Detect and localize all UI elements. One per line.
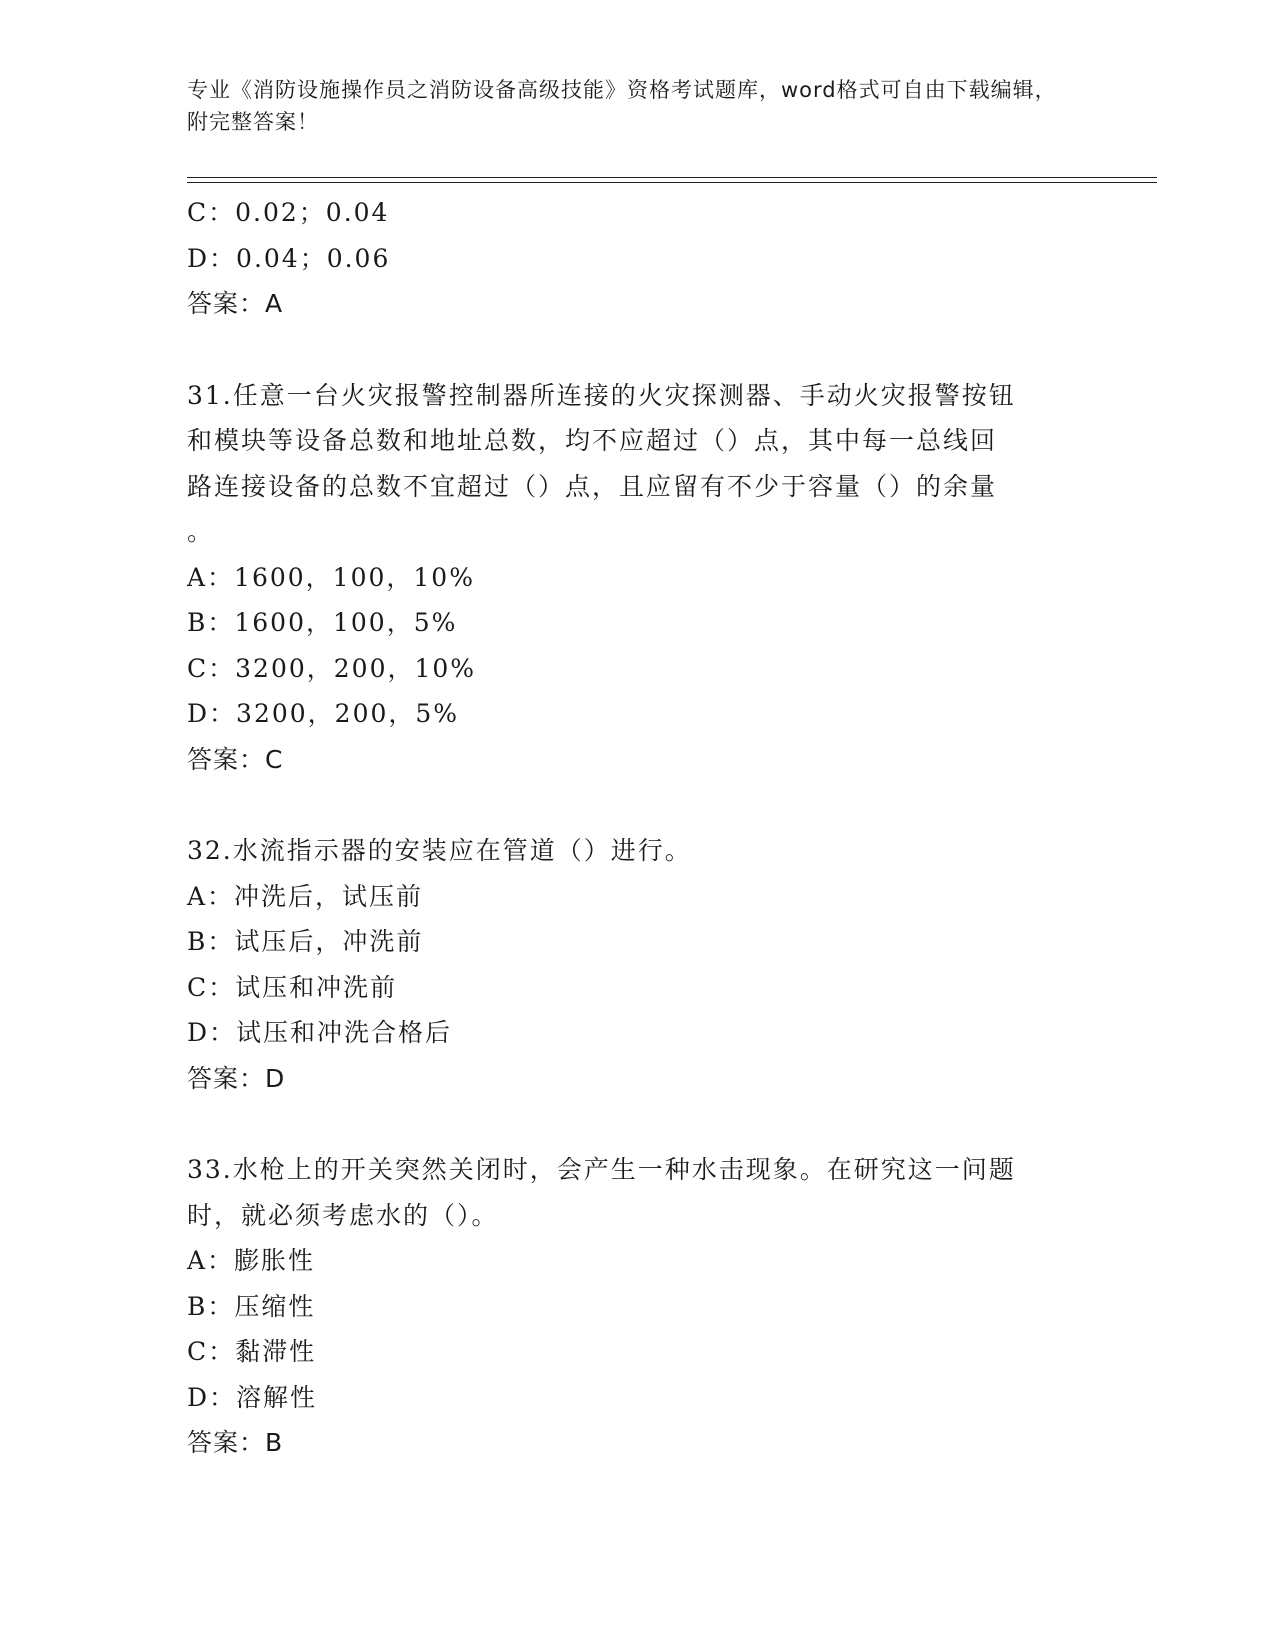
page-header: 专业《消防设施操作员之消防设备高级技能》资格考试题库，word格式可自由下载编辑，附完整答案！ — [187, 78, 1057, 134]
question-31 — [187, 373, 1087, 783]
question-stem-line: 33.水枪上的开关突然关闭时，会产生一种水击现象。在研究这一问题 — [187, 1155, 1016, 1184]
question-stem-line: 路连接设备的总数不宜超过（）点，且应留有不少于容量（）的余量 — [187, 471, 998, 501]
option-c: C：3200，200，10% — [187, 653, 477, 683]
question-stem-line: 32.水流指示器的安装应在管道（）进行。 — [187, 836, 692, 865]
option-a: A：冲洗后，试压前 — [187, 881, 424, 911]
option-b: B：试压后，冲洗前 — [187, 927, 424, 956]
question-stem-line: 时，就必须考虑水的（）。 — [187, 1200, 499, 1230]
option-c: C：黏滞性 — [187, 1337, 317, 1366]
document-body — [187, 190, 1087, 1466]
option-d: D：3200，200，5% — [187, 699, 460, 728]
answer-line: 答案：D — [187, 1063, 286, 1093]
option-b: B：1600，100，5% — [187, 608, 458, 637]
question-33 — [187, 1147, 1087, 1466]
header-divider-top — [187, 177, 1157, 178]
option-a: A：1600，100，10% — [187, 562, 475, 592]
question-stem-line: 和模块等设备总数和地址总数，均不应超过（）点，其中每一总线回 — [187, 426, 998, 455]
option-b: B：压缩性 — [187, 1291, 316, 1321]
question-32 — [187, 828, 1087, 1101]
option-d: D：0.04；0.06 — [187, 243, 391, 273]
option-d: D：试压和冲洗合格后 — [187, 1018, 453, 1047]
question-stem-line: 31.任意一台火灾报警控制器所连接的火灾探测器、手动火灾报警按钮 — [187, 380, 1016, 410]
option-c: C：0.02；0.04 — [187, 198, 390, 227]
answer-line: 答案：B — [187, 1428, 284, 1457]
header-divider-bottom — [187, 182, 1157, 183]
option-a: A：膨胀性 — [187, 1246, 316, 1275]
answer-line: 答案：A — [187, 289, 284, 318]
prev-question-block — [187, 190, 1087, 327]
option-d: D：溶解性 — [187, 1382, 318, 1412]
answer-line: 答案：C — [187, 744, 284, 774]
question-stem-line: 。 — [187, 517, 215, 546]
option-c: C：试压和冲洗前 — [187, 972, 398, 1002]
